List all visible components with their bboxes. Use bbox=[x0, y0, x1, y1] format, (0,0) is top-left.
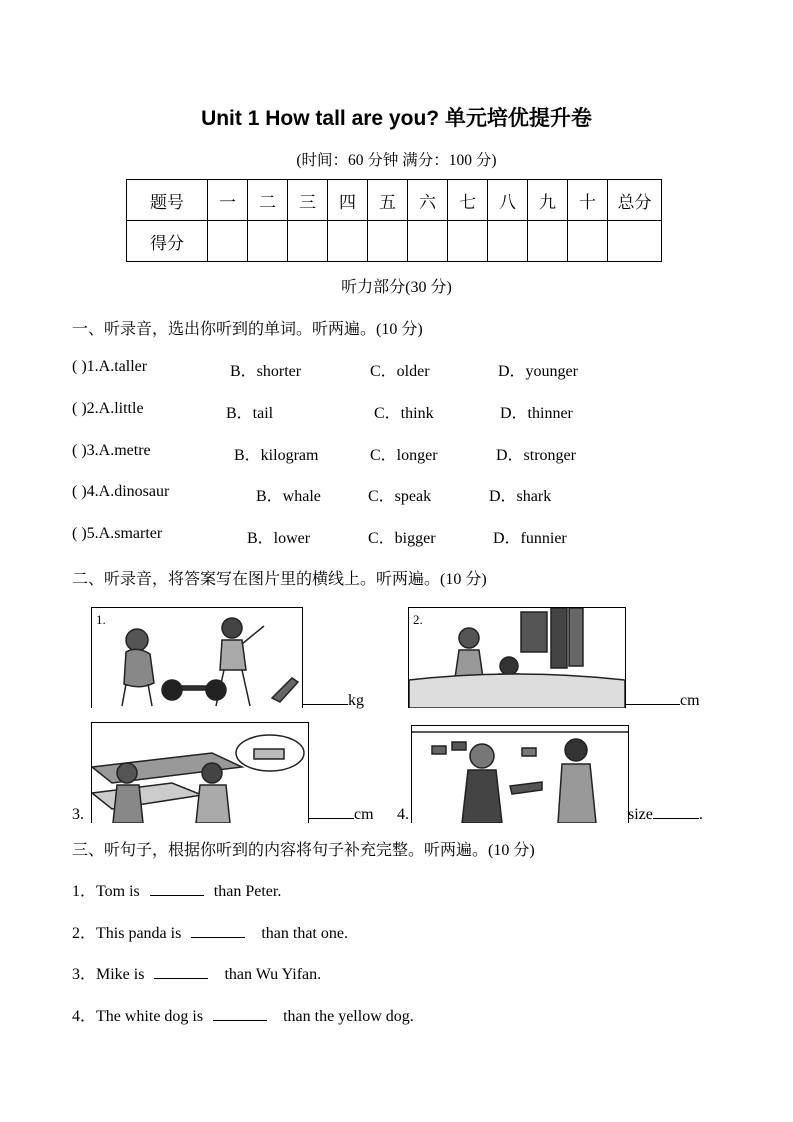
score-cell: 八 bbox=[488, 180, 528, 221]
score-cell: 二 bbox=[248, 180, 288, 221]
score-cell: 四 bbox=[328, 180, 368, 221]
score-table bbox=[126, 179, 662, 262]
answer-line-3[interactable] bbox=[308, 806, 374, 824]
question-number: ( )5.A.smarter bbox=[72, 525, 163, 542]
section-2-heading: 二、听录音，将答案写在图片里的横线上。听两遍。(10 分) bbox=[72, 571, 487, 588]
sentence-4 bbox=[72, 1003, 414, 1026]
score-cell: 五 bbox=[368, 180, 408, 221]
answer-blank[interactable] bbox=[191, 937, 245, 938]
sentence-start: 2．This panda is bbox=[72, 925, 182, 942]
option-c: C．think bbox=[374, 405, 434, 422]
score-cell: 一 bbox=[208, 180, 248, 221]
question-number: ( )4.A.dinosaur bbox=[72, 483, 170, 500]
score-input-cell[interactable] bbox=[288, 221, 328, 262]
sentence-end: than that one. bbox=[261, 925, 348, 942]
unit-label: cm bbox=[354, 806, 374, 823]
option-c: C．speak bbox=[368, 488, 432, 505]
option-c: C．longer bbox=[370, 447, 438, 464]
score-cell: 六 bbox=[408, 180, 448, 221]
part-title: 听力部分(30 分) bbox=[341, 279, 452, 296]
answer-blank[interactable] bbox=[154, 978, 208, 979]
end-period: . bbox=[698, 806, 703, 823]
sentence-end: than Peter. bbox=[213, 883, 282, 900]
score-input-cell[interactable] bbox=[208, 221, 248, 262]
section-3-heading: 三、听句子，根据你听到的内容将句子补充完整。听两遍。(10 分) bbox=[72, 842, 535, 859]
option-b: B．whale bbox=[256, 488, 321, 505]
score-input-cell[interactable] bbox=[608, 221, 662, 262]
page-title: Unit 1 How tall are you? 单元培优提升卷 bbox=[201, 107, 592, 130]
gym-illustration bbox=[92, 608, 302, 708]
picture-number: 3. bbox=[72, 806, 84, 823]
score-input-cell[interactable] bbox=[248, 221, 288, 262]
option-b: B．kilogram bbox=[234, 447, 319, 464]
clothes-shop-illustration bbox=[409, 608, 625, 708]
bed-shop-illustration bbox=[92, 723, 308, 823]
unit-label: cm bbox=[680, 692, 700, 709]
sentence-start: 4．The white dog is bbox=[72, 1008, 204, 1025]
score-input-cell[interactable] bbox=[568, 221, 608, 262]
option-c: C．older bbox=[370, 363, 430, 380]
sentence-start: 3．Mike is bbox=[72, 966, 145, 983]
sentence-end: than Wu Yifan. bbox=[224, 966, 322, 983]
score-cell: 三 bbox=[288, 180, 328, 221]
sentence-1 bbox=[72, 878, 281, 901]
size-label: size bbox=[628, 806, 653, 823]
exam-info: (时间：60 分钟 满分：100 分) bbox=[296, 152, 497, 169]
score-input-cell[interactable] bbox=[488, 221, 528, 262]
score-input-cell[interactable] bbox=[408, 221, 448, 262]
score-input-cell[interactable] bbox=[448, 221, 488, 262]
answer-line-2[interactable] bbox=[625, 692, 700, 710]
score-cell: 九 bbox=[528, 180, 568, 221]
unit-label: kg bbox=[348, 692, 364, 709]
picture-clothes-shop bbox=[408, 607, 626, 708]
section-1-heading: 一、听录音，选出你听到的单词。听两遍。(10 分) bbox=[72, 321, 423, 338]
score-table-score-row bbox=[127, 221, 662, 262]
question-number: ( )3.A.metre bbox=[72, 442, 151, 459]
picture-number: 2. bbox=[413, 612, 423, 627]
question-number: ( )1.A.taller bbox=[72, 358, 148, 375]
answer-line-4[interactable] bbox=[628, 806, 703, 824]
option-d: D．shark bbox=[489, 488, 552, 505]
option-d: D．thinner bbox=[500, 405, 573, 422]
score-input-cell[interactable] bbox=[368, 221, 408, 262]
option-b: B．shorter bbox=[230, 363, 302, 380]
score-table-header-row bbox=[127, 180, 662, 221]
question-number: ( )2.A.little bbox=[72, 400, 144, 417]
sentence-end: than the yellow dog. bbox=[283, 1008, 414, 1025]
option-b: B．tail bbox=[226, 405, 274, 422]
picture-bed-shop bbox=[91, 722, 309, 823]
score-cell: 七 bbox=[448, 180, 488, 221]
score-input-cell[interactable] bbox=[528, 221, 568, 262]
option-d: D．stronger bbox=[496, 447, 576, 464]
picture-shoe-shop bbox=[411, 725, 629, 823]
picture-gym bbox=[91, 607, 303, 708]
score-input-cell[interactable] bbox=[328, 221, 368, 262]
answer-blank[interactable] bbox=[213, 1020, 267, 1021]
answer-blank[interactable] bbox=[150, 895, 204, 896]
picture-number: 4. bbox=[397, 806, 409, 823]
sentence-2 bbox=[72, 920, 348, 943]
picture-number: 1. bbox=[96, 612, 106, 627]
option-d: D．younger bbox=[498, 363, 578, 380]
score-cell: 十 bbox=[568, 180, 608, 221]
sentence-start: 1．Tom is bbox=[72, 883, 140, 900]
score-cell: 总分 bbox=[608, 180, 662, 221]
option-c: C．bigger bbox=[368, 530, 436, 547]
sentence-3 bbox=[72, 961, 321, 984]
score-cell: 题号 bbox=[127, 180, 208, 221]
option-d: D．funnier bbox=[493, 530, 567, 547]
option-b: B．lower bbox=[247, 530, 311, 547]
answer-line-1[interactable] bbox=[302, 692, 364, 710]
shoe-shop-illustration bbox=[412, 726, 628, 823]
score-row-label: 得分 bbox=[127, 221, 208, 262]
